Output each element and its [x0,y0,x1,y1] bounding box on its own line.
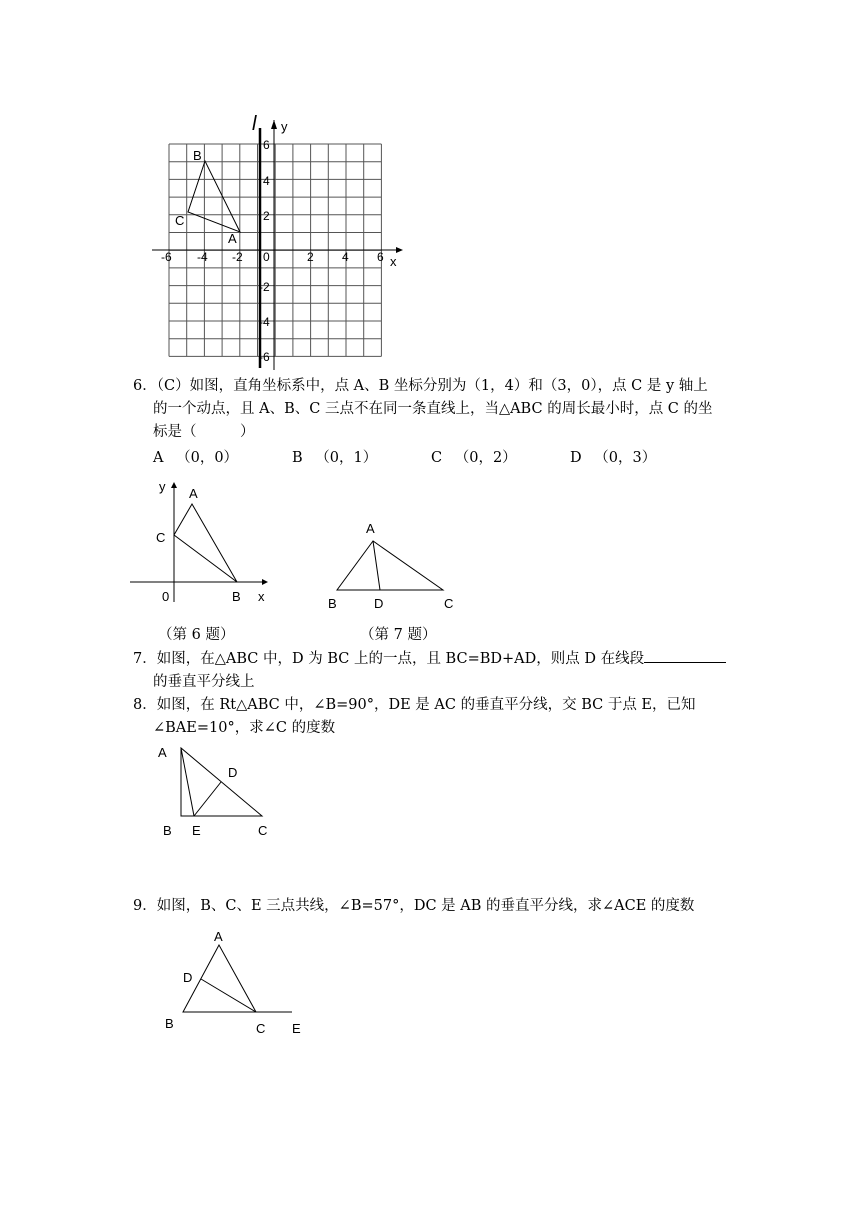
option-letter: D [570,450,582,466]
question-7-line-1 [133,648,726,671]
fig6-y-label: y [159,479,166,494]
y-tick: 6 [263,138,270,152]
fig6-origin-label: 0 [162,589,170,604]
fig8-e-label: E [192,823,201,838]
x-tick: 6 [377,250,384,264]
x-tick: 2 [307,250,314,264]
question-6-line-3: 标是（ ） [153,424,255,440]
fig6-x-label: x [258,589,265,604]
question-7-line-2: 的垂直平分线上 [153,674,255,690]
option-value: （0，3） [594,450,657,466]
coordinate-grid-figure [140,108,410,370]
question-8-line-1: 8．如图，在 Rt△ABC 中，∠B=90°，DE 是 AC 的垂直平分线，交 BC 于点 E，已知 [133,697,696,713]
option-letter: C [431,450,443,466]
x-tick: -6 [161,250,172,264]
y-tick: 2 [263,209,270,223]
fig7-triangle [337,541,443,590]
fig8-triangle [181,748,262,816]
question-6-line-2: 的一个动点，且 A、B、C 三点不在同一条直线上，当△ABC 的周长最小时，点 C 的坐 [153,401,713,417]
option-value: （0，0） [176,450,239,466]
option-value: （0，1） [315,450,378,466]
fig6-b-label: B [232,589,241,604]
fig6-triangle [174,504,237,582]
point-c-label: C [175,213,185,228]
fig7-b-label: B [328,596,337,611]
option-letter: A [153,450,164,466]
fig9-segment-dc [201,979,256,1012]
fig6-c-label: C [156,530,166,545]
line-l-label: l [252,113,257,135]
x-axis-label: x [390,254,397,269]
figure-6-caption: （第 6 题） [158,627,235,643]
option-b[interactable] [292,446,377,467]
y-tick: 4 [263,174,270,188]
x-tick: -2 [232,250,243,264]
y-tick: -2 [259,280,270,294]
point-b-label: B [193,148,202,163]
fig8-segment-ae [181,748,194,816]
triangle-abc [188,161,240,232]
option-a[interactable] [153,446,238,467]
fig8-d-label: D [228,765,238,780]
option-letter: B [292,450,303,466]
figure-6 [120,475,280,615]
question-9-line-1: 9．如图，B、C、E 三点共线，∠B=57°，DC 是 AB 的垂直平分线，求∠ACE 的度数 [133,898,695,914]
x-axis-arrow [396,247,403,253]
fig9-triangle [183,945,256,1012]
x-tick: 0 [263,250,270,264]
question-7-text: 7．如图，在△ABC 中，D 为 BC 上的一点，且 BC=BD+AD，则点 D 在线段 [133,651,645,667]
fig7-a-label: A [366,521,375,536]
fig9-b-label: B [165,1016,174,1031]
point-a-label: A [228,231,237,246]
fig9-d-label: D [183,970,193,985]
figure-9 [155,922,315,1042]
option-c[interactable] [431,446,517,467]
fig8-b-label: B [163,823,172,838]
x-tick: 4 [342,250,349,264]
fig7-segment-ad [373,541,380,590]
fig6-x-arrow [262,579,268,585]
figure-8 [150,740,280,840]
option-d[interactable] [570,446,656,467]
y-tick: -6 [259,350,270,364]
y-axis-arrow [271,120,277,129]
fig9-a-label: A [214,929,223,944]
fig8-segment-de [194,782,221,816]
fig8-c-label: C [258,823,268,838]
fig6-a-label: A [189,486,198,501]
figure-7 [320,515,460,615]
y-tick: -4 [259,315,270,329]
figure-7-caption: （第 7 题） [360,627,437,643]
y-axis-label: y [281,119,288,134]
answer-blank[interactable] [644,648,726,663]
x-tick: -4 [197,250,208,264]
question-6-line-1: 6．（C）如图，直角坐标系中，点 A、B 坐标分别为（1，4）和（3，0），点 C 是 y 轴上 [133,378,708,394]
fig7-d-label: D [374,596,384,611]
fig8-a-label: A [158,745,167,760]
fig6-y-arrow [171,482,177,488]
question-8-line-2: ∠BAE=10°，求∠C 的度数 [153,720,336,736]
fig9-e-label: E [292,1021,301,1036]
fig7-c-label: C [444,596,454,611]
option-value: （0，2） [454,450,517,466]
fig9-c-label: C [256,1021,266,1036]
